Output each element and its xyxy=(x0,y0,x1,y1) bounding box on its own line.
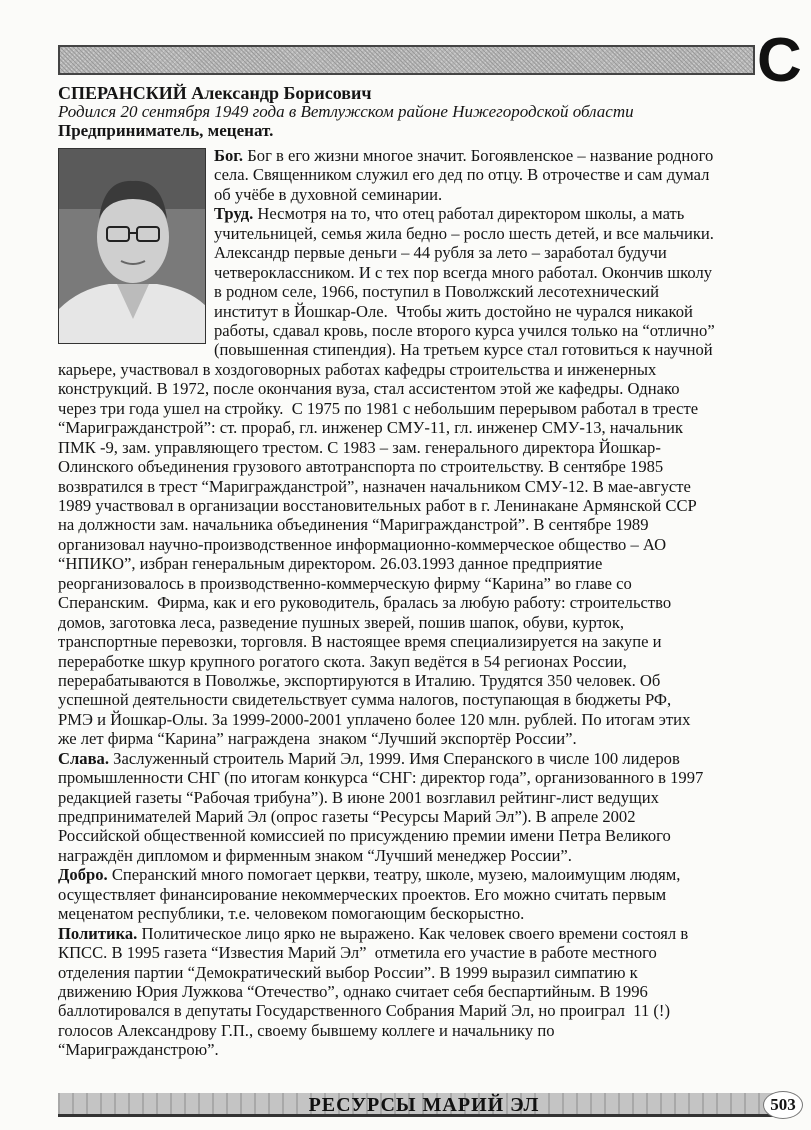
line-text: организовал научно-производственное информационно-коммерческое общество – АО xyxy=(58,534,667,554)
line-text: Заслуженный строитель Марий Эл, 1999. Имя Сперанского в числе 100 лидеров xyxy=(109,748,680,768)
text-line xyxy=(58,574,703,593)
line-text: же лет фирма “Карина” награждена знаком “Лучший экспортёр России”. xyxy=(58,729,577,749)
text-line xyxy=(214,340,715,359)
line-text: на должности зам. начальника объединения “Маригражданстрой”. В сентябре 1989 xyxy=(58,515,649,535)
line-text: “Маригражданстрою”. xyxy=(58,1040,219,1060)
line-text: редакцией газеты “Рабочая трибуна”). В июне 2001 возглавил рейтинг-лист ведущих xyxy=(58,787,659,807)
text-line xyxy=(58,846,703,865)
section-label: Добро. xyxy=(58,865,108,885)
surname: СПЕРАНСКИЙ xyxy=(58,83,187,103)
text-line xyxy=(58,360,703,379)
line-text: перерабатываются в Поволжье, экспортируются в Италию. Трудятся 350 человек. Об xyxy=(58,670,661,690)
text-line xyxy=(58,438,703,457)
line-text: (повышенная стипендия). На третьем курсе стал готовиться к научной xyxy=(214,340,713,360)
line-text: “Маригражданстрой”: ст. прораб, гл. инженер СМУ-11, гл. инженер СМУ-13, начальник xyxy=(58,418,683,438)
birth-info: Родился 20 сентября 1949 года в Ветлужском районе Нижегородской области xyxy=(58,102,634,121)
main-text xyxy=(58,360,703,1060)
publication-title: РЕСУРСЫ МАРИЙ ЭЛ xyxy=(308,1094,540,1116)
text-line xyxy=(58,788,703,807)
portrait-photo xyxy=(58,148,206,344)
given-names: Александр Борисович xyxy=(191,83,372,103)
line-text: Бог в его жизни многое значит. Богоявленское – название родного xyxy=(243,146,714,165)
text-line xyxy=(214,302,715,321)
text-line xyxy=(58,943,703,962)
text-line xyxy=(58,632,703,651)
line-text: через три года ушел на стройку. С 1975 по 1981 с небольшим перерывом работал в тресте xyxy=(58,398,699,418)
line-text: реорганизовалось в производственно-коммерческую фирму “Карина” во главе со xyxy=(58,573,632,593)
text-line xyxy=(58,963,703,982)
line-text: награждён дипломом и фирменным знаком “Лучший менеджер России”. xyxy=(58,845,572,865)
line-text: Политическое лицо ярко не выражено. Как человек своего времени состоял в xyxy=(137,923,689,943)
line-text: Несмотря на то, что отец работал директором школы, а мать xyxy=(253,204,685,224)
line-text: баллотировался в депутаты Государственного Собрания Марий Эл, но проиграл 11 (!) xyxy=(58,1001,670,1021)
text-line xyxy=(58,1001,703,1020)
text-line xyxy=(214,185,715,204)
text-line xyxy=(58,515,703,534)
footer-banner xyxy=(58,1093,796,1117)
line-text: движению Юрия Лужкова “Отечество”, однако считает себя беспартийным. В 1996 xyxy=(58,981,648,1001)
section-letter: С xyxy=(757,26,802,95)
text-line xyxy=(58,535,703,554)
line-text: ПМК -9, зам. управляющего трестом. С 1983 – зам. генерального директора Йошкар- xyxy=(58,437,661,457)
text-line xyxy=(58,671,703,690)
line-text: карьере, участвовал в хоздоговорных работах кафедры строительства и инженерных xyxy=(58,359,657,379)
text-line xyxy=(58,710,703,729)
section-label: Труд. xyxy=(214,204,254,224)
text-line xyxy=(58,418,703,437)
line-text: промышленности СНГ (по итогам конкурса “СНГ: директор года”, организованного в 1997 xyxy=(58,768,704,788)
text-line xyxy=(214,146,715,165)
line-text: КПСС. В 1995 газета “Известия Марий Эл” отметила его участие в работе местного xyxy=(58,943,657,963)
line-text: успешной деятельности свидетельствует сумма налогов, поступающая в бюджеты РФ, xyxy=(58,690,672,710)
line-text: институт в Йошкар-Оле. Чтобы жить достойно не чурался никакой xyxy=(214,301,693,321)
section-label: Политика. xyxy=(58,923,138,943)
line-text: голосов Александрову Г.П., своему бывшему коллеге и начальнику по xyxy=(58,1020,555,1040)
text-line xyxy=(58,613,703,632)
text-line xyxy=(58,885,703,904)
text-line xyxy=(58,477,703,496)
text-line xyxy=(214,282,715,301)
line-text: Российской общественной комиссией по присуждению премии имени Петра Великого xyxy=(58,826,671,846)
text-line xyxy=(58,768,703,787)
line-text: села. Священником служил его дед по отцу. В отрочестве и сам думал xyxy=(214,165,710,185)
header-banner xyxy=(58,45,755,75)
text-line xyxy=(214,204,715,223)
line-text: предпринимателей Марий Эл (опрос газеты “Ресурсы Марий Эл”). В апреле 2002 xyxy=(58,807,636,826)
line-text: меценатом республики, т.е. человеком помогающим бескорыстно. xyxy=(58,904,525,924)
text-line xyxy=(214,321,715,340)
line-text: переработке шкур крупного рогатого скота. Закуп ведётся в 54 регионах России, xyxy=(58,651,627,671)
text-line xyxy=(58,904,703,923)
section-label: Бог. xyxy=(214,146,244,165)
text-line xyxy=(58,593,703,612)
person-name xyxy=(58,83,372,104)
line-text: об учёбе в духовной семинарии. xyxy=(214,184,443,204)
page-number: 503 xyxy=(763,1091,803,1119)
intro-text xyxy=(214,146,715,360)
text-line xyxy=(214,224,715,243)
text-line xyxy=(58,690,703,709)
line-text: возвратился в трест “Маригражданстрой”, назначен начальником СМУ-12. В мае-августе xyxy=(58,476,691,496)
line-text: “НПИКО”, избран генеральным директором. 26.03.1993 данное предприятие xyxy=(58,554,603,574)
line-text: осуществляет финансирование некоммерческих проектов. Его можно считать первым xyxy=(58,884,667,904)
section-label: Слава. xyxy=(58,748,109,768)
text-line xyxy=(214,165,715,184)
text-line xyxy=(58,826,703,845)
text-line xyxy=(214,263,715,282)
line-text: домов, заготовка леса, разведение пушных зверей, пошив шапок, обуви, курток, xyxy=(58,612,625,632)
line-text: РМЭ и Йошкар-Олы. За 1999-2000-2001 уплачено более 120 млн. рублей. По итогам этих xyxy=(58,709,691,729)
text-line xyxy=(58,379,703,398)
text-line xyxy=(58,924,703,943)
line-text: отделения партии “Демократический выбор России”. В 1999 выразил симпатию к xyxy=(58,962,638,982)
text-line xyxy=(58,496,703,515)
line-text: Сперанский много помогает церкви, театру, школе, музею, малоимущим людям, xyxy=(107,865,681,885)
text-line xyxy=(58,554,703,573)
text-line xyxy=(58,982,703,1001)
line-text: в родном селе, 1966, поступил в Поволжский лесотехнический xyxy=(214,282,660,302)
text-line xyxy=(58,399,703,418)
text-line xyxy=(58,749,703,768)
occupation: Предприниматель, меценат. xyxy=(58,121,274,140)
line-text: конструкций. В 1972, после окончания вуза, стал ассистентом этой же кафедры. Однако xyxy=(58,379,680,399)
text-line xyxy=(58,652,703,671)
line-text: 1989 участвовал в организации восстановительных работ в г. Ленинакане Армянской ССР xyxy=(58,496,697,515)
line-text: Сперанским. Фирма, как и его руководитель, бралась за любую работу: строительство xyxy=(58,593,672,613)
line-text: транспортные перевозки, торговля. В настоящее время специализируется на закупе и xyxy=(58,632,662,652)
text-line xyxy=(58,729,703,748)
line-text: работы, сдавал кровь, после второго курса учился только на “отлично” xyxy=(214,320,715,340)
text-line xyxy=(58,457,703,476)
line-text: четвероклассником. И с тех пор всегда много работал. Окончив школу xyxy=(214,262,713,282)
line-text: Александр первые деньги – 44 рубля за лето – заработал будучи xyxy=(214,243,667,263)
text-line xyxy=(58,1021,703,1040)
line-text: Олинского объединения грузового автотранспорта по строительству. В сентябре 1985 xyxy=(58,457,664,477)
text-line xyxy=(58,1040,703,1059)
text-line xyxy=(58,807,703,826)
text-line xyxy=(214,243,715,262)
line-text: учительницей, семья жила бедно – росло шесть детей, и все мальчики. xyxy=(214,223,714,243)
text-line xyxy=(58,865,703,884)
